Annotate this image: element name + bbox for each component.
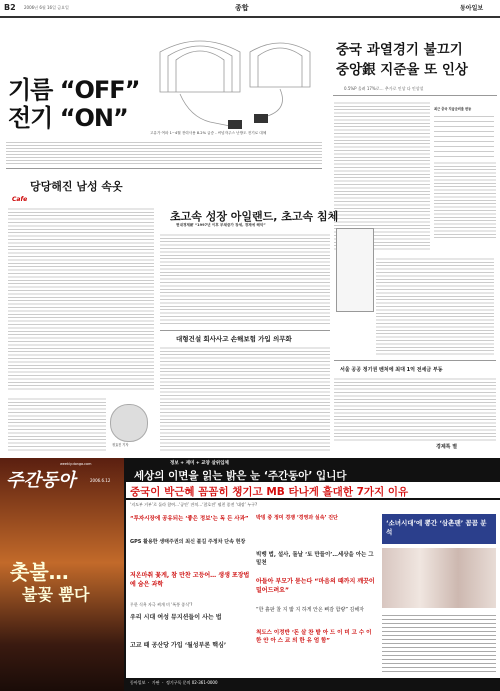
top-headline [8,76,139,132]
section-label: 종합 [235,4,249,12]
ad-right-text [382,612,496,672]
rate-table [434,112,494,157]
section-tag: 경제톡 별 [436,444,458,450]
sub-headline: 대형건설 회사사고 손해보험 가입 의무화 [176,335,292,343]
ad-item-4: 저온마취 꽃게, 참 만찬 고등어… 생생 포장법에 숨은 과학 [130,572,250,588]
ad-content-panel [126,500,500,678]
ad-issue-site: weekly.donga.com [60,462,92,466]
mid-story-body2 [376,256,494,356]
photo-caption: 고유가 여파 1~4월 전력사용 8.2% 급증 - 씨넘자주스 난방도 전기로 대체 [150,131,267,135]
column-headline: 당당해진 남성 속옷 [30,180,123,193]
mid-story-body [160,232,330,324]
mid-subhead: 현대경제硏 “1997년 이후 부채증가 장세, 경제에 해악” [176,223,266,227]
sub-story-body [160,345,330,451]
ad-item-6: 우리 시대 여성 뮤지션들이 사는 법 [130,614,222,621]
issue-date: 2006년 6월 16일 금요일 [24,5,69,10]
ad-right-headline: ‘소녀시대’에 뽕간 ‘삼촌팬’ 꼼꼼 분석 [386,519,487,536]
ad-item-8: 박빙 중 정미 경쟁 ‘경영과 실속’ 진단 [256,515,338,521]
ad-item-7: 고교 때 공산당 가입 ‘월성부론 핵심’ [130,642,227,649]
ad-red-headline: 중국이 박근혜 꼼꼼히 챙기고 MB 타나게 흘대한 7가지 이유 [130,486,409,498]
cover-text-1: 촛불… [10,560,69,584]
right-story-body2 [434,160,496,240]
ad-cover [0,458,124,691]
ad-item-5: 무한 식욕 자극 찌개 미 ‘폭풍 종식'? [130,602,193,607]
ad-issue-date: 2006.6.12 [90,478,111,483]
ad-red-headline-bar [126,482,500,498]
ad-top-banner: 정보 + 재미 + 교양 살위입체 [170,461,229,466]
right-subhead: 0.5%P 올려 17%로… 추가로 인상 다 인상설 [344,86,424,91]
ad-item-1: ‘지도부 거부’로 돌라 참여…‘공안’ 잔치…‘참호전’ 펼친 종전 ‘대장’ 누구? [130,502,258,507]
page-number: B2 [4,3,16,12]
column-body [8,206,154,392]
ad-item-9: 빅뱅 법, 설사, 돌날 ‘토 만들이’…세상을 아는 그 밑천 [256,552,374,566]
right-headline [336,40,496,80]
top-story-body [6,140,322,164]
newspaper-logo: 동아일보 [460,5,484,12]
market-headline: 서울 공공 정기권 벤처에 최대 1억 전세금 부동 [340,367,443,373]
column-body2 [8,396,106,452]
ad-item-10: 아들아 부모가 묻는다 “마음의 때까지 깨끗이 밀어드려요” [256,578,375,594]
reporter-avatar [110,404,148,442]
column-kicker: Cafe [12,196,28,203]
top-headline-line2: 전기 “ON” [8,104,128,132]
market-story-body [334,376,496,442]
cover-text-2: 불꽃 뿜다 [22,585,90,604]
ad-right-photo [382,548,496,608]
mid-headline: 초고속 성장 아일랜드, 초고속 침체 [170,210,339,223]
reporter-name: 정효진 기자 [112,443,129,447]
weekly-donga-ad [0,458,500,691]
heater-photo [140,22,318,130]
ad-item-2: “투자시장에 공유되는 ‘좋은 정보’는 독 든 사과” [130,516,249,522]
ad-item-11: “한 흙판 찰 지 밟 지 하게 안온 삐감 함량” 김해자 [256,607,365,613]
ad-title: 주간동아 [6,470,76,491]
ad-item-3: GPS 활용한 생태주권의 최신 불길 주정차 단속 현장 [130,539,246,545]
masthead [0,3,500,14]
right-headline-line2: 중앙銀 지준율 또 인상 [336,62,468,78]
heater-illustration [140,22,318,130]
ad-right-promo [382,514,496,544]
mid-chart [336,228,374,312]
right-headline-line1: 중국 과열경기 불끄기 [336,42,463,58]
ad-slogan: 세상의 이면을 읽는 밝은 눈 ‘주간동아’ 입니다 [134,470,347,482]
ad-footer: 동아일보 ㆍ 가판 ㆍ 정기구독 문의 02-361-0000 [130,680,218,685]
top-headline-line1: 기름 “OFF” [8,76,140,104]
rate-table-title: 최근 중국 지급준비율 변동 [434,107,472,111]
ad-item-12: 척도스 이정반 ‘돈 살 찬 밭 아 드 이 미 고 수 이 한 안 아 스 교 의 한 유 엄 함” [256,630,372,644]
